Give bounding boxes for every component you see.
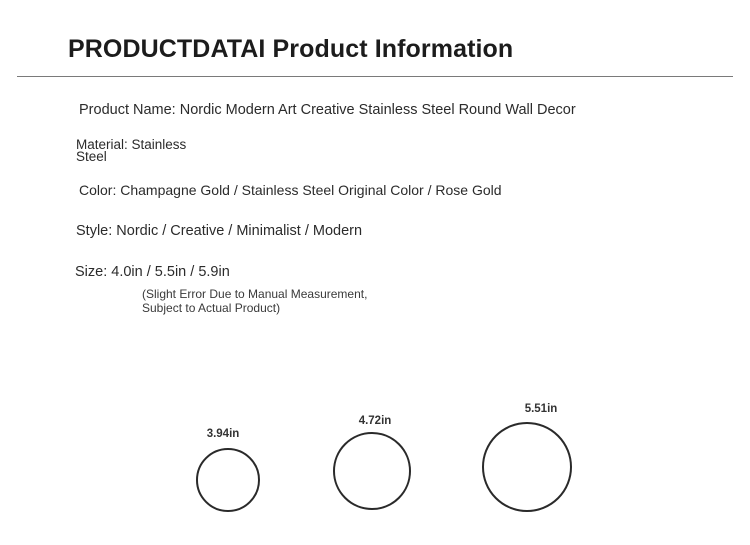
product-color: Color: Champagne Gold / Stainless Steel Original Color / Rose Gold <box>79 182 502 198</box>
circle-label-medium: 4.72in <box>358 415 392 427</box>
product-size: Size: 4.0in / 5.5in / 5.9in <box>75 264 230 280</box>
product-name: Product Name: Nordic Modern Art Creative Stainless Steel Round Wall Decor <box>79 102 576 118</box>
circle-large-icon <box>482 422 572 512</box>
page-title: PRODUCTDATAI Product Information <box>68 35 514 63</box>
circle-medium-icon <box>333 432 411 510</box>
size-note: (Slight Error Due to Manual Measurement, Subject to Actual Product) <box>142 287 368 315</box>
circle-label-large: 5.51in <box>524 403 558 415</box>
circle-small-icon <box>196 448 260 512</box>
product-material: Material: Stainless Steel <box>76 137 187 164</box>
header-divider <box>17 76 733 77</box>
circle-label-small: 3.94in <box>206 428 240 440</box>
product-style: Style: Nordic / Creative / Minimalist / Modern <box>76 223 363 239</box>
